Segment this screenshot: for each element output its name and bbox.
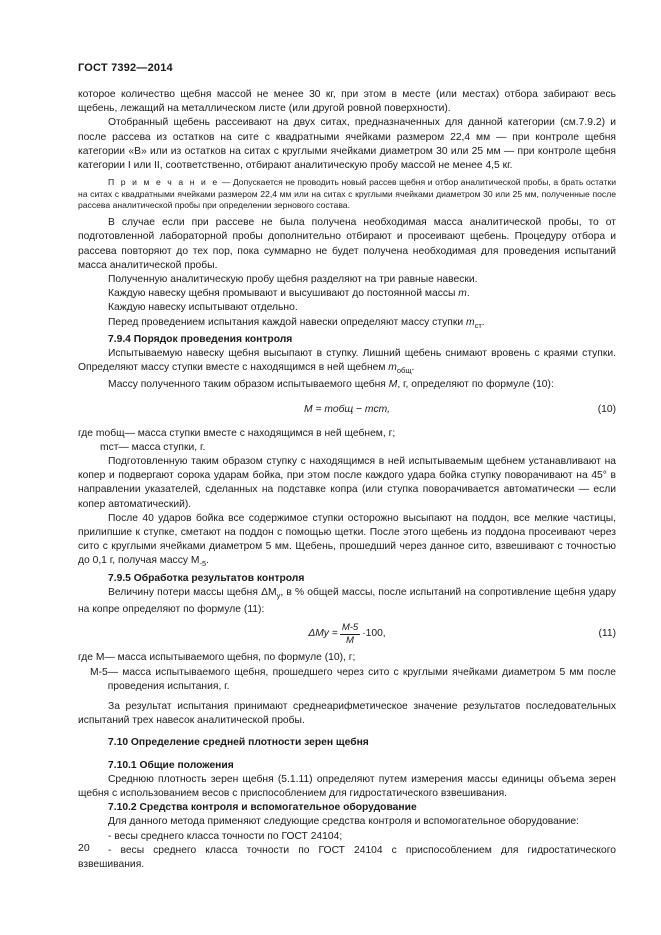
paragraph [78,347,616,378]
var: m [388,362,397,374]
subscript: общ [396,366,412,376]
section-heading: 7.9.4 Порядок проведения контроля [108,333,293,345]
paragraph: Подготовленную таким образом ступку с находящимся в ней испытываемым щебнем устанавливают на копер и подвергают сорока ударам бойка, при этом после каждого удара бойка ступку поворачивают на 45° в направлении указателей, сделанных на подставке копра (или ступка поворачивается автоматически — если копер автоматический). [78,456,616,510]
where-desc: — масса ступки, г. [118,441,206,453]
fraction-numerator: M-5 [341,621,359,633]
paragraph [78,287,616,301]
paragraph [78,378,616,392]
section-heading: 7.9.5 Обработка результатов контроля [108,572,305,584]
section-heading: 7.10.2 Средства контроля и вспомогательное оборудование [108,802,417,814]
text: . [206,555,209,567]
where-term: где mобщ [78,427,125,439]
section-heading: 7.10.1 Общие положения [108,759,234,771]
text: Каждую навеску щебня промывают и высушивают до постоянной массы [108,288,459,300]
paragraph [78,586,616,617]
where-term: M-5 [90,666,108,678]
page-content [78,88,616,872]
var: m [466,316,475,328]
paragraph: В случае если при рассеве не была получена необходимая масса аналитической пробы, то от подготовленной лабораторной пробы дополнительно отбирают и просеивают щебень. Процедуру отбора и рассева повторяют до тех пор, пока суммарно не будет получена необходимая для проведения испытаний масса аналитической пробы. [78,217,616,271]
paragraph: Для данного метода применяют следующие средства контроля и вспомогательное оборудование: [108,816,579,828]
formula-rhs: ·100, [362,628,386,640]
text: . [481,316,485,328]
note-label: П р и м е ч а н и е [108,177,220,188]
text: Перед проведением испытания каждой навески определяют массу ступки [108,316,466,328]
text: , г, определяют по формуле (10): [397,379,554,391]
paragraph: Отобранный щебень рассеивают на двух ситах, предназначенных для данной категории (см.7.9.2) и после рассева из остатков на сите с квадратными ячейками размером 22,4 мм — при контроле щебня категории «В» или из остатков на ситах с круглыми ячейками диаметром 30 или 25 мм — при контроле щебня категории I или II, соответственно, отбирают аналитическую пробу массой не менее 4,5 кг. [78,117,616,172]
text: После 40 ударов бойка все содержимое ступки осторожно высыпают на поддон, все мелкие частицы, прилипшие к ступке, сметают на поддон с помощью щетки. После этого щебень из поддона просеивают через сито с круглыми ячейками диаметром 5 мм. Щебень, прошедший через данное сито, взвешивают с точностью до 0,1 г, получая массу M [78,512,616,567]
where-desc: — масса ступки вместе с находящимся в ней щебнем, г; [124,427,396,439]
formula-11 [78,617,616,651]
where-term: где M [78,652,105,664]
paragraph: Среднюю плотность зерен щебня (5.1.11) определяют путем измерения массы единицы объема зерен щебня с использованием весов с приспособлением для гидростатического взвешивания. [78,773,616,799]
text: Массу полученного таким образом испытываемого щебня [108,379,389,391]
list-item: - весы среднего класса точности по ГОСТ 24104 с приспособлением для гидростатического взвешивания. [78,844,616,871]
where-desc: — масса испытываемого щебня, прошедшего через сито с круглыми ячейками диаметром 5 мм после проведения испытания, г. [107,666,616,692]
page-number: 20 [78,842,90,854]
paragraph [78,512,616,572]
paragraph: которое количество щебня массой не менее 30 кг, при этом в месте (или местах) отбора забирают весь щебень, лежащий на металлическом листе (или другой ровной поверхности). [78,89,616,115]
formula-10 [78,399,616,421]
formula-expression: M = mобщ − mст, [304,403,390,415]
formula-lhs: ΔMу = [308,628,338,640]
fraction [340,622,360,647]
var: m [458,288,467,300]
text: Величину потери массы щебня ΔM [108,586,277,598]
where-row [78,427,616,441]
subscript: ст [474,320,482,330]
where-desc: — масса испытываемого щебня, по формуле (10), г; [104,652,356,664]
where-row [78,441,616,455]
text: . [411,362,415,374]
where-row [78,666,616,694]
fraction-denominator: M [346,634,354,646]
where-row [78,651,616,665]
list-item: - весы среднего класса точности по ГОСТ 24104; [108,830,343,842]
paragraph: За результат испытания принимают среднеарифметическое значение результатов последовательных испытаний трех навесок аналитической пробы. [78,700,616,727]
section-heading: 7.10 Определение средней плотности зерен щебня [108,737,369,749]
where-term: mст [100,441,119,453]
paragraph: Каждую навеску испытывают отдельно. [108,302,298,314]
text: . [466,288,470,300]
formula-expression [78,617,616,651]
subscript: -5 [199,559,207,569]
text: Испытываемую навеску щебня высыпают в ступку. Лишний щебень снимают вровень с краями ступки. Определяют массу ступки вместе с находящимся в ней щебнем [78,347,616,374]
formula-number: (10) [597,403,616,415]
paragraph: Полученную аналитическую пробу щебня разделяют на три равные навески. [108,273,478,285]
note [78,177,616,211]
text: , в % общей массы, после испытаний на сопротивление щебня удару на копре определяют по формуле (11): [78,586,617,616]
page-header: ГОСТ 7392—2014 [78,62,173,74]
note-text: — Допускается не проводить новый рассев щебня и отбор аналитической пробы, а брать остатки на ситах с квадратными ячейками размером 22,4 мм или на ситах с круглыми ячейками диаметром 30 или 25 мм, полученные после рассева аналитической пробы при определении зернового состава. [78,177,616,210]
var: M [388,379,398,391]
subscript: у [276,590,281,600]
formula-number: (11) [598,628,616,640]
paragraph [78,316,616,333]
